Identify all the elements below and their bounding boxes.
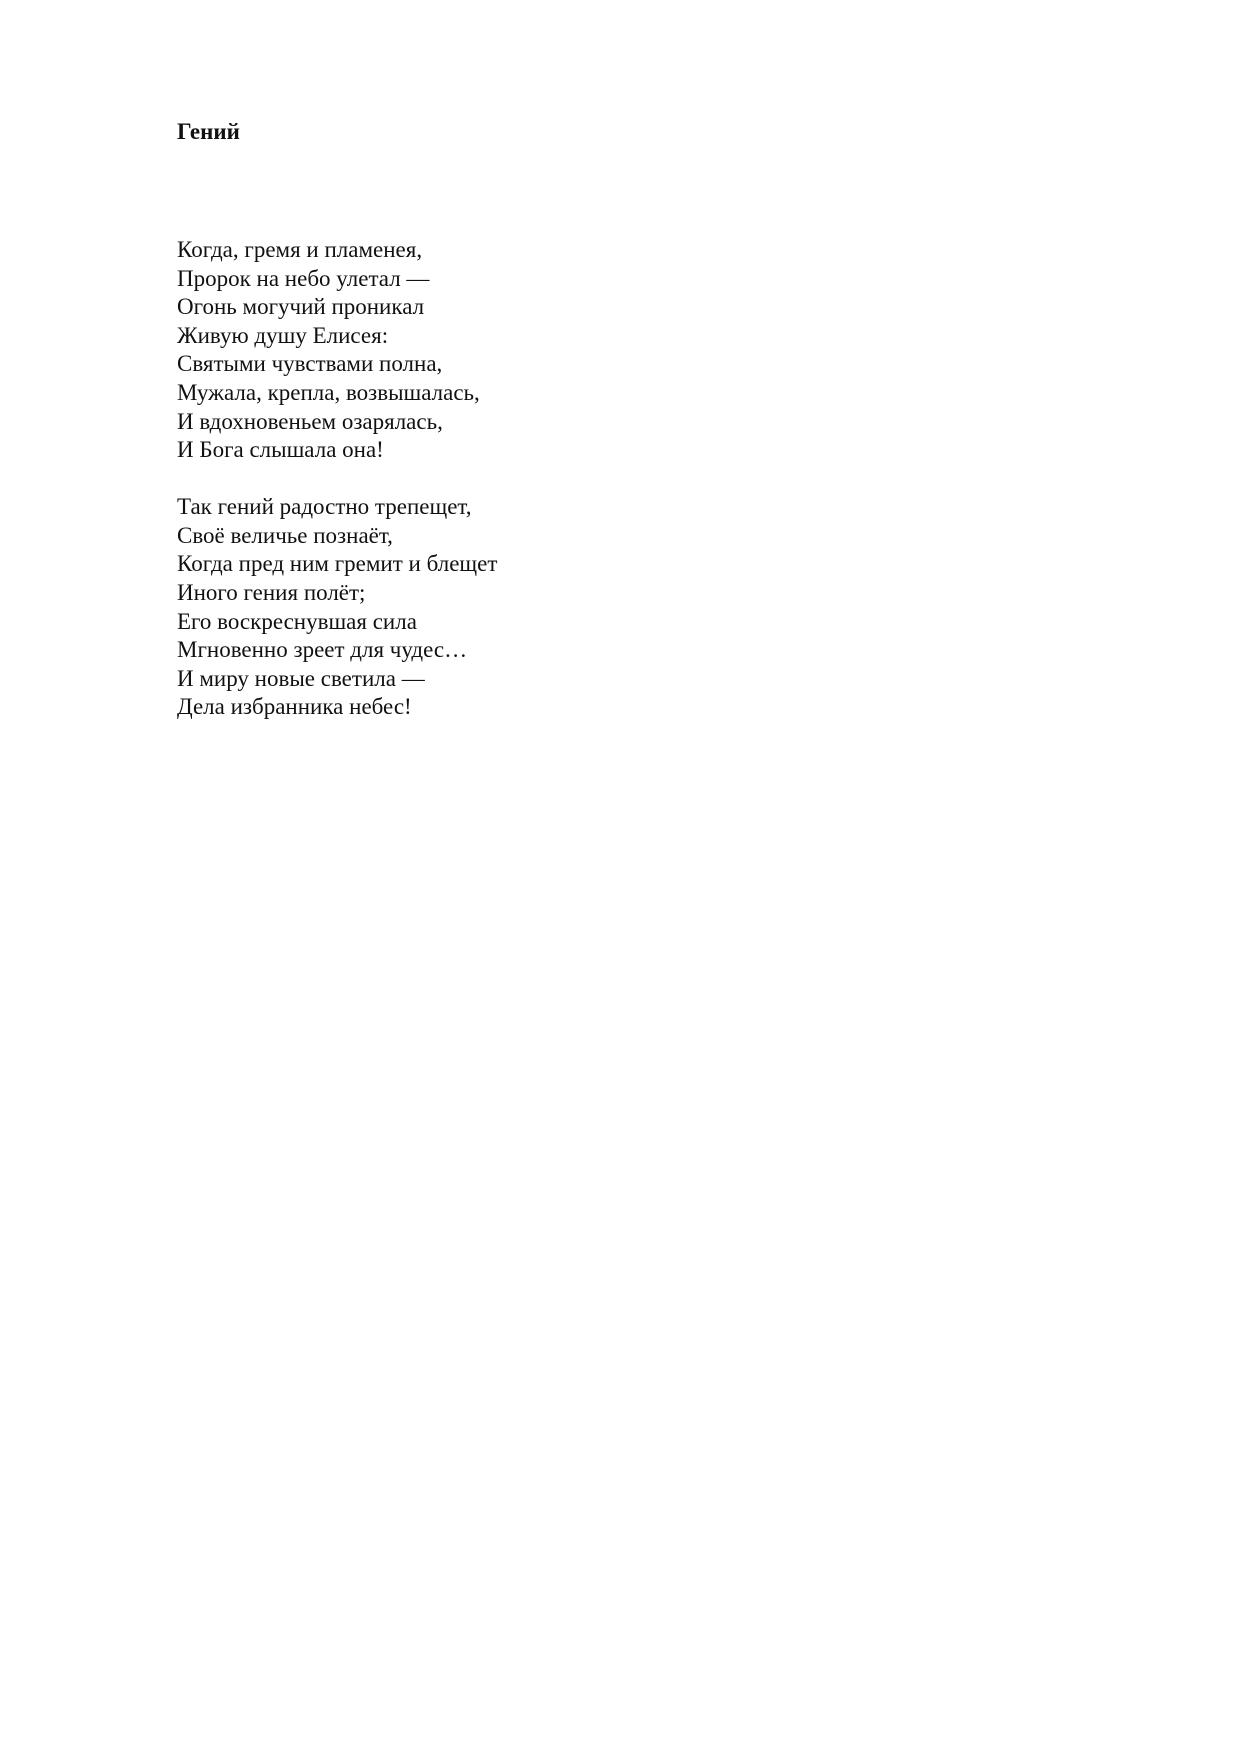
- poem-line: Огонь могучий проникал: [177, 294, 425, 320]
- poem-line: Иного гения полёт;: [177, 580, 366, 606]
- poem-line: Так гений радостно трепещет,: [177, 494, 472, 520]
- poem-line: Его воскреснувшая сила: [177, 608, 417, 634]
- poem-line: Дела избранника небес!: [177, 694, 412, 720]
- poem-line: И вдохновеньем озарялась,: [177, 408, 443, 434]
- poem-line: Пророк на небо улетал —: [177, 265, 430, 291]
- poem-line: Когда, гремя и пламенея,: [177, 237, 423, 262]
- poem-line: Живую душу Елисея:: [177, 322, 389, 348]
- poem-body: [177, 236, 877, 751]
- poem-line: И миру новые светила —: [177, 665, 425, 691]
- stanza-1: [177, 236, 877, 465]
- poem-line: Когда пред ним гремит и блещет: [177, 551, 498, 577]
- poem-line: Мгновенно зреет для чудес…: [177, 637, 468, 663]
- poem-line: Святыми чувствами полна,: [177, 351, 443, 377]
- poem-line: Своё величье познаёт,: [177, 522, 393, 548]
- stanza-2: [177, 493, 877, 722]
- poem-line: И Бога слышала она!: [177, 437, 384, 463]
- poem-title: Гений: [177, 119, 240, 144]
- poem-line: Мужала, крепла, возвышалась,: [177, 379, 480, 405]
